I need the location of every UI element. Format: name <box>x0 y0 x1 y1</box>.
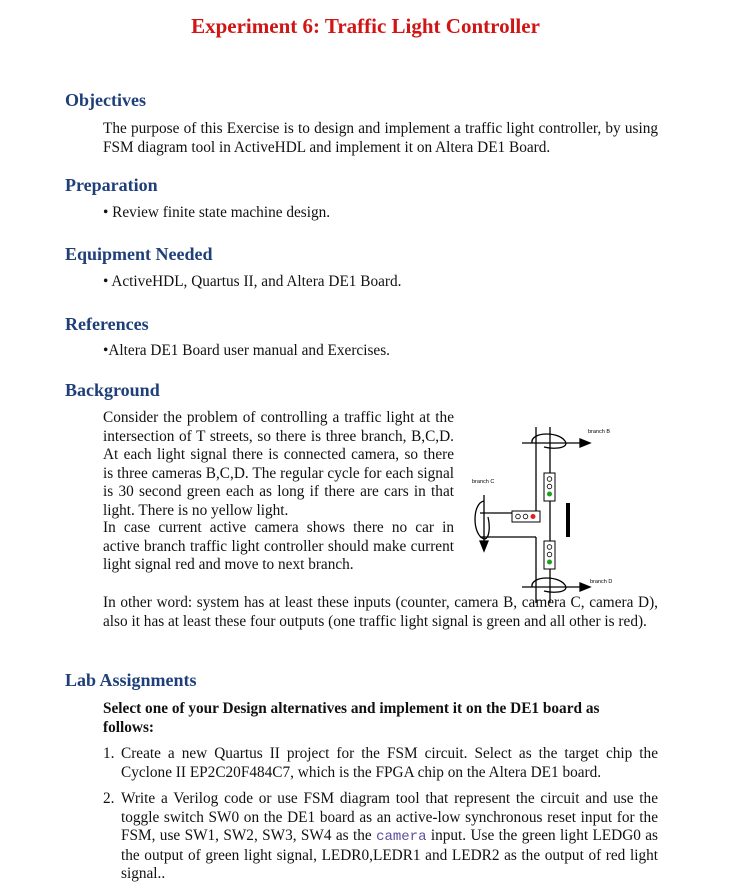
lab-item-2-text-b: input. Use the green light LEDG0 as the output of green light signal, LEDR0,LEDR1 and LEDR2 as the output of red light signal.. <box>121 827 658 883</box>
branch-c-arrow-icon <box>475 495 489 551</box>
camera-code-term: camera <box>376 829 427 846</box>
branch-b-arrow-icon <box>522 434 590 448</box>
lab-item-2-text-a: Write a Verilog code or use FSM diagram tool that represent the circuit and use the toggle switch SW0 on the DE1 board as an active-low synchronous reset input for the FSM, use SW1, SW2, SW3, SW4 as the <box>121 790 658 845</box>
references-bullet: •Altera DE1 Board user manual and Exercises. <box>103 342 390 359</box>
objectives-heading: Objectives <box>65 90 146 110</box>
preparation-heading: Preparation <box>65 175 158 195</box>
branch-c-label: branch C <box>472 479 495 485</box>
lab-heading: Lab Assignments <box>65 670 197 690</box>
lab-item-2 <box>103 790 658 884</box>
background-para2: In case current active camera shows there no car in active branch traffic light controller should make current light signal red and move to next branch. <box>103 519 454 574</box>
t-intersection-diagram <box>462 415 647 610</box>
preparation-bullet: • Review finite state machine design. <box>103 204 331 221</box>
traffic-light-c-icon <box>512 511 540 522</box>
traffic-light-b-icon <box>544 473 555 501</box>
branch-b-label: branch B <box>588 429 611 435</box>
background-para3: In other word: system has at least these inputs (counter, camera B, camera C, camera D), also it has at least these four outputs (one traffic light signal is green and all other is red). <box>103 594 658 630</box>
traffic-light-d-icon <box>544 541 555 569</box>
lab-item-2-text <box>121 790 658 884</box>
objectives-text: The purpose of this Exercise is to design and implement a traffic light controller, by using FSM diagram tool in ActiveHDL and implement it on Altera DE1 Board. <box>103 120 658 156</box>
lab-item-1-text: Create a new Quartus II project for the FSM circuit. Select as the target chip the Cyclone II EP2C20F484C7, which is the FPGA chip on the Altera DE1 board. <box>121 745 658 781</box>
lab-item-1-number: 1. <box>103 745 115 762</box>
equipment-heading: Equipment Needed <box>65 244 213 264</box>
median-bar <box>566 503 570 537</box>
background-para1: Consider the problem of controlling a traffic light at the intersection of T streets, so there is three branch, B,C,D. At each light signal there is connected camera, so there is three cameras B,C,D. The regular cycle for each signal is 30 second green each as long if there are cars in that light. There is no yellow light. <box>103 409 454 519</box>
lab-item-2-number: 2. <box>103 790 115 807</box>
branch-d-label: branch D <box>590 579 613 585</box>
equipment-bullet: • ActiveHDL, Quartus II, and Altera DE1 Board. <box>103 273 402 290</box>
background-heading: Background <box>65 380 160 400</box>
page-title: Experiment 6: Traffic Light Controller <box>191 14 540 38</box>
lab-intro: Select one of your Design alternatives and implement it on the DE1 board as follows: <box>103 700 600 736</box>
references-heading: References <box>65 314 149 334</box>
branch-d-arrow-icon <box>522 578 590 592</box>
lab-item-1 <box>103 745 658 782</box>
